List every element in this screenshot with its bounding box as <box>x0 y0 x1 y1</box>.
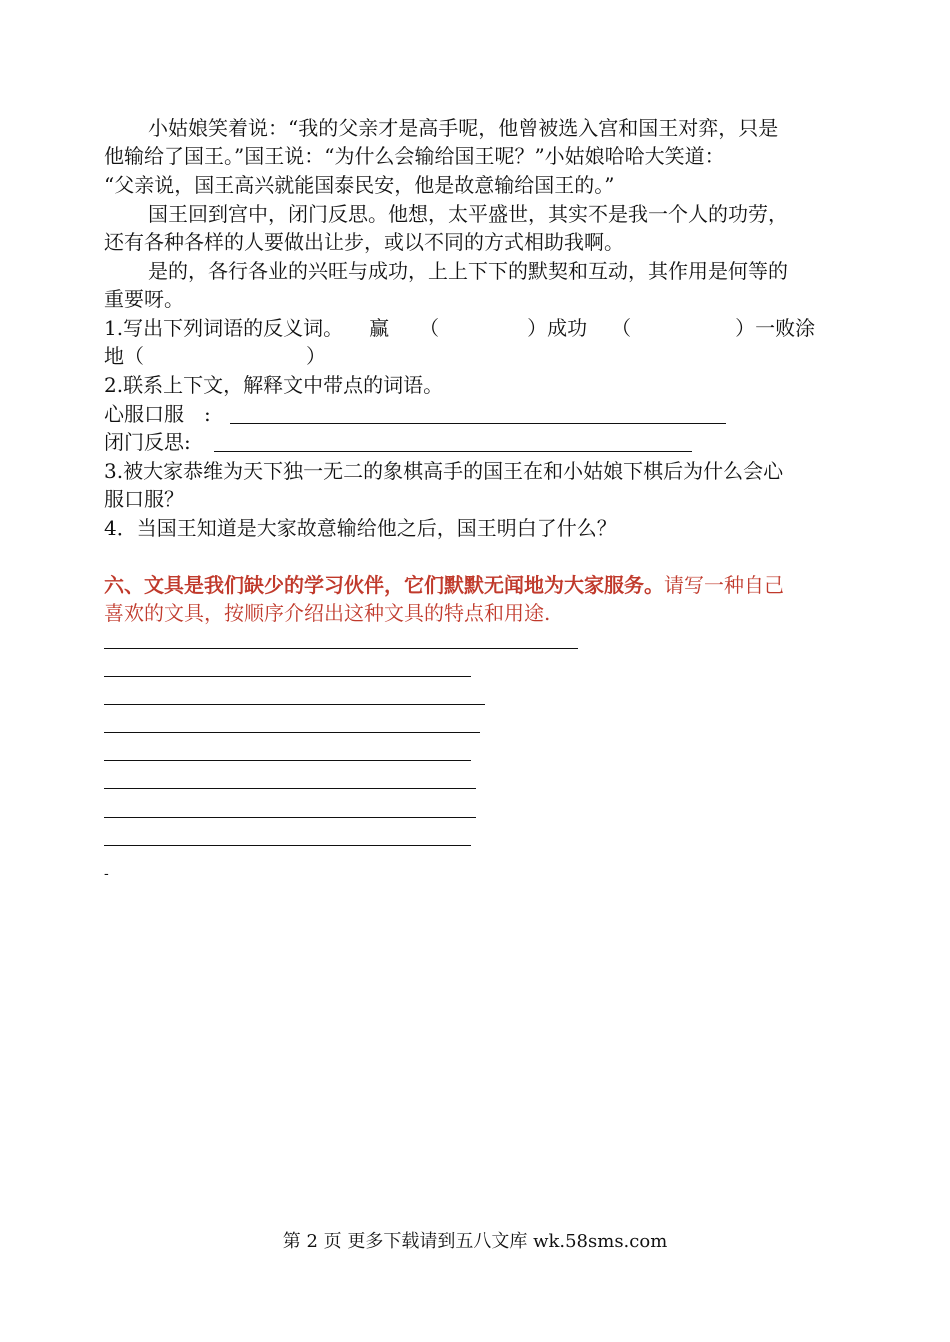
page-footer: 第 2 页 更多下载请到五八文库 wk.58sms.com <box>282 1231 668 1252</box>
question-3-line-1: 3.被大家恭维为天下独一无二的象棋高手的国王在和小姑娘下棋后为什么会心 <box>104 459 784 483</box>
story-paragraph-3-line-1: 是的，各行各业的兴旺与成功，上上下下的默契和互动，其作用是何等的 <box>148 259 788 283</box>
antonym-word-2: 成功 <box>547 316 588 340</box>
antonym-word-3-end: 地（ <box>104 344 144 368</box>
writing-line[interactable] <box>104 732 480 733</box>
story-paragraph-1-line-2: 他输给了国王。”国王说：“为什么会输给国王呢？”小姑娘哈哈大笑道： <box>104 144 725 168</box>
writing-line[interactable] <box>104 817 476 818</box>
story-text: 小姑娘笑着说：“我的父亲才是高手呢，他曾被选入宫和国王对弈，只是 <box>148 116 779 140</box>
question-2: 2.联系上下文，解释文中带点的词语。 <box>104 373 444 397</box>
section-6-line-2: 喜欢的文具，按顺序介绍出这种文具的特点和用途. <box>104 601 551 625</box>
antonym-word-1: 赢 <box>369 316 390 340</box>
writing-line[interactable] <box>104 676 471 677</box>
writing-line[interactable] <box>104 648 578 649</box>
question-1-continued <box>104 342 326 370</box>
paren-open: （ <box>419 316 440 340</box>
paren-close: ） <box>735 316 756 340</box>
question-3-line-2: 服口服？ <box>104 487 184 511</box>
antonym-word-3-start: 一败涂 <box>755 316 816 340</box>
story-paragraph-1-line-1 <box>148 114 846 142</box>
paren-close: ） <box>527 316 548 340</box>
writing-line[interactable] <box>104 704 485 705</box>
paren-open: （ <box>611 316 632 340</box>
paren-close: ） <box>306 344 326 368</box>
question-4: 4．当国王知道是大家故意输给他之后，国王明白了什么？ <box>104 516 617 540</box>
story-paragraph-3-line-2: 重要呀。 <box>104 287 184 311</box>
story-paragraph-1-line-3: “父亲说，国王高兴就能国泰民安，他是故意输给国王的。” <box>104 173 615 197</box>
writing-line[interactable] <box>104 760 471 761</box>
story-paragraph-2-line-2: 还有各种各样的人要做出让步，或以不同的方式相助我啊。 <box>104 230 624 254</box>
trailing-mark: - <box>104 866 109 882</box>
section-6-heading <box>104 571 784 599</box>
question-2-term-2: 闭门反思: <box>104 430 191 454</box>
answer-line-term-2[interactable] <box>214 451 692 452</box>
section-6-bold-text: 六、文具是我们缺少的学习伙伴，它们默默无闻地为大家服务。 <box>104 573 664 597</box>
section-6-text: 请写一种自己 <box>664 573 784 597</box>
story-paragraph-2-line-1: 国王回到宫中，闭门反思。他想，太平盛世，其实不是我一个人的功劳， <box>148 202 788 226</box>
writing-line[interactable] <box>104 788 476 789</box>
writing-line[interactable] <box>104 845 471 846</box>
question-2-term-1: 心服口服 : <box>104 402 211 426</box>
question-1 <box>104 314 846 342</box>
question-1-prompt: 1.写出下列词语的反义词。 <box>104 316 344 340</box>
answer-line-term-1[interactable] <box>230 423 726 424</box>
